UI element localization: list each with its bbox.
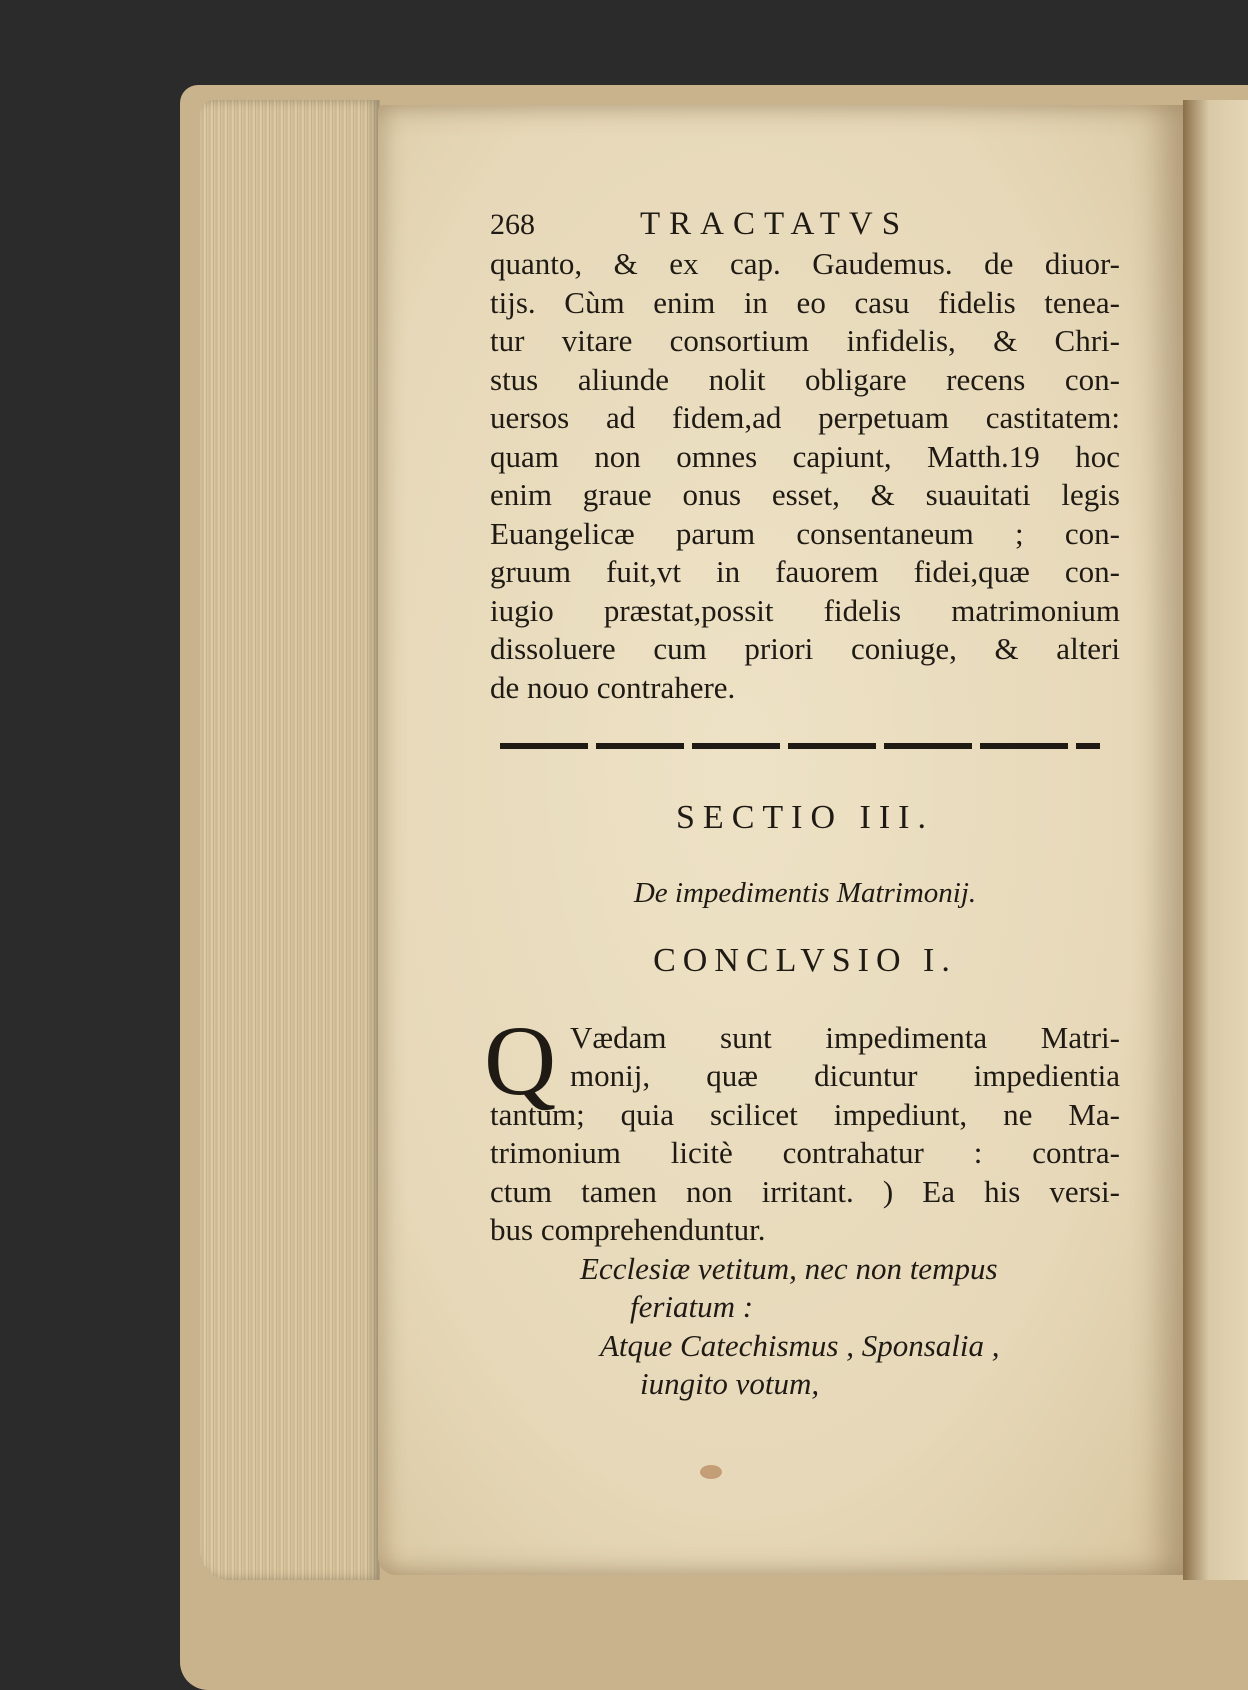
text-line: Vædam sunt impedimenta Matri- (570, 1019, 1120, 1055)
text-line: tur vitare consortium infidelis, & Chri- (490, 323, 1120, 358)
paragraph-2 (484, 1004, 1120, 1250)
text-line: gruum fuit,vt in fauorem fidei,quæ con- (490, 554, 1120, 589)
verse-line: iungito votum, (640, 1366, 820, 1401)
text-line: monij, quæ dicuntur impedientia (570, 1058, 1120, 1093)
text-line: uersos ad fidem,ad perpetuam castitatem: (490, 400, 1120, 435)
section-subtitle: De impedimentis Matrimonij. (633, 876, 977, 909)
facing-page-edge (1183, 100, 1248, 1580)
text-line: quanto, & ex cap. Gaudemus. de diuor- (490, 246, 1120, 281)
page-edges (200, 100, 380, 1580)
text-line: iugio præstat,possit fidelis matrimonium (490, 592, 1120, 628)
conclusion-heading: CONCLVSIO I. (653, 942, 957, 979)
text-line: stus aliunde nolit obligare recens con- (490, 361, 1120, 397)
text-line: tijs. Cùm enim in eo casu fidelis tenea- (490, 284, 1120, 320)
verse-line: feriatum : (630, 1289, 754, 1324)
running-head (490, 205, 1120, 245)
text-line: quam non omnes capiunt, Matth.19 hoc (490, 438, 1120, 474)
text-line: ctum tamen non irritant. ) Ea his versi- (490, 1173, 1120, 1209)
text-line: enim graue onus esset, & suauitati legis (490, 477, 1120, 512)
paragraph-1 (490, 245, 1120, 707)
drop-cap: Q (484, 1004, 557, 1116)
page-text-block (484, 205, 1120, 1404)
text-line: de nouo contrahere. (490, 669, 736, 705)
text-line: dissoluere cum priori coniuge, & alteri (490, 631, 1120, 666)
text-line: tantum; quia scilicet impediunt, ne Ma- (490, 1096, 1120, 1132)
section-divider-rule (500, 743, 1100, 749)
text-line: Euangelicæ parum consentaneum ; con- (490, 515, 1120, 551)
page-stain (700, 1465, 722, 1479)
section-heading: SECTIO III. (676, 799, 934, 836)
verse-block (490, 1250, 1120, 1404)
text-line: bus comprehenduntur. (490, 1212, 766, 1247)
text-line: trimonium licitè contrahatur : contra- (490, 1135, 1120, 1170)
verse-line: Ecclesiæ vetitum, nec non tempus (580, 1250, 998, 1286)
page-number: 268 (490, 208, 535, 241)
running-title: TRACTATVS (640, 206, 910, 242)
verse-line: Atque Catechismus , Sponsalia , (600, 1327, 1000, 1363)
